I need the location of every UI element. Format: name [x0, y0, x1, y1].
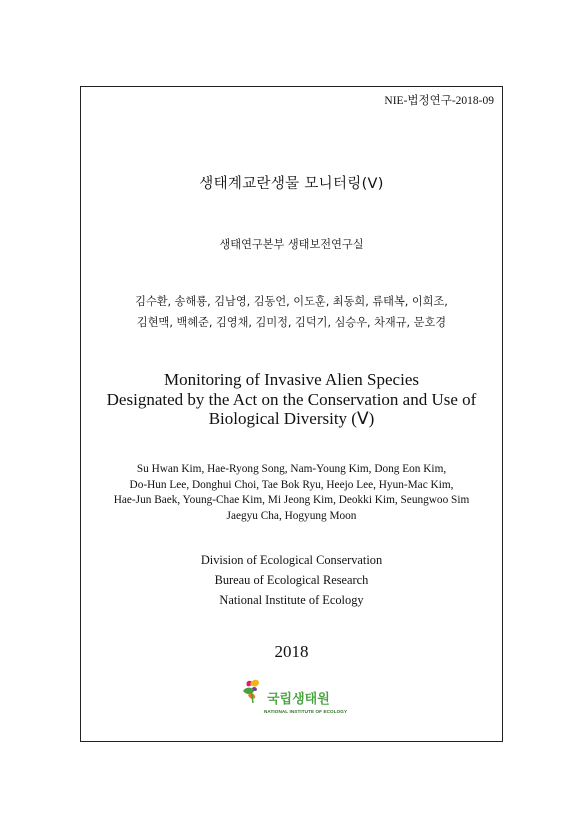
cover-frame — [80, 86, 503, 742]
institute-logo — [241, 677, 351, 719]
korean-authors — [81, 291, 502, 333]
english-title — [81, 370, 502, 429]
english-title-line: Monitoring of Invasive Alien Species — [164, 370, 419, 389]
english-title-line: Biological Diversity (Ⅴ) — [208, 409, 375, 428]
logo-english-name: NATIONAL INSTITUTE OF ECOLOGY — [264, 709, 348, 714]
english-authors-line: Hae-Jun Baek, Young-Chae Kim, Mi Jeong Kim, Deokki Kim, Seungwoo Sim — [113, 494, 470, 507]
korean-title: 생태계교란생물 모니터링(Ⅴ) — [199, 176, 384, 192]
bureau-name: Bureau of Ecological Research — [214, 573, 369, 587]
english-authors-line: Do-Hun Lee, Donghui Choi, Tae Bok Ryu, Heejo Lee, Hyun-Mac Kim, — [129, 478, 454, 491]
division-name: Division of Ecological Conservation — [200, 553, 383, 567]
english-authors-line: Jaegyu Cha, Hogyung Moon — [226, 510, 357, 523]
english-authors-line: Su Hwan Kim, Hae-Ryong Song, Nam-Young Kim, Dong Eon Kim, — [136, 463, 447, 475]
korean-authors-line: 김현맥, 백혜준, 김영채, 김미정, 김덕기, 심승우, 차재규, 문호경 — [136, 316, 447, 329]
institute-name: National Institute of Ecology — [219, 593, 364, 607]
english-authors — [81, 462, 502, 525]
division-block — [81, 550, 502, 610]
publication-year: 2018 — [274, 642, 309, 661]
english-title-line: Designated by the Act on the Conservation and Use of — [106, 389, 477, 409]
korean-department: 생태연구본부 생태보전연구실 — [219, 238, 364, 251]
logo-korean-name: 국립생태원 — [267, 692, 330, 707]
korean-authors-line: 김수환, 송해룡, 김남영, 김동언, 이도훈, 최동희, 류태복, 이희조, — [135, 295, 448, 308]
report-code: NIE-법정연구-2018-09 — [384, 95, 494, 107]
